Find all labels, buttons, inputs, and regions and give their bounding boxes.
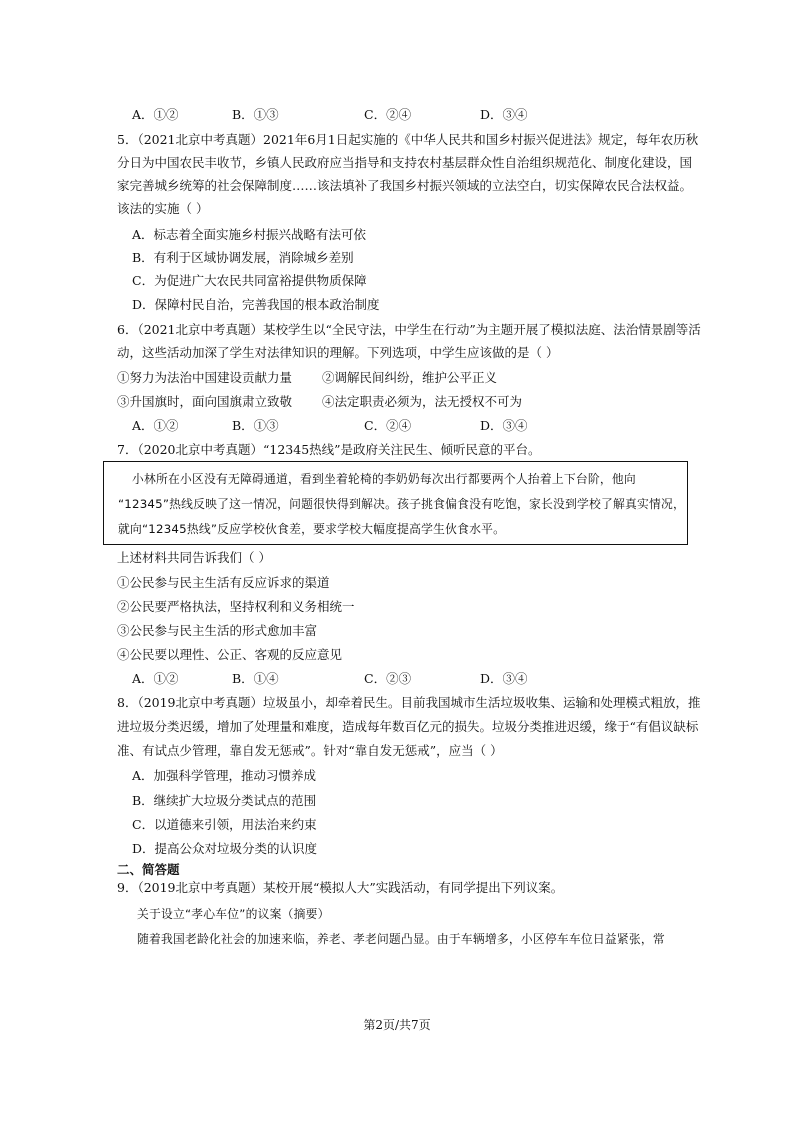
q6-stem-line-2: 动，这些活动加深了学生对法律知识的理解。下列选项，中学生应该做的是（ ） [117,345,559,360]
q8-option-c[interactable]: C．以道德来引领，用法治来约束 [132,817,317,832]
q7-material-line-2: “12345”热线反映了这一情况，问题很快得到解决。孩子挑食偏食没有吃饱，家长没到学校了解真实情况， [118,497,686,511]
q6-option-b[interactable]: B．①③ [232,418,279,433]
q6-stem-line-1: 6．（2021北京中考真题）某校学生以“全民守法，中学生在行动”为主题开展了模拟法庭、法治情景剧等活 [117,322,701,337]
q6-option-d[interactable]: D．③④ [480,418,528,433]
q8-option-b[interactable]: B．继续扩大垃圾分类试点的范围 [132,793,317,808]
q8-option-a[interactable]: A．加强科学管理，推动习惯养成 [132,768,317,783]
q7-statement-4: ④公民要以理性、公正、客观的反应意见 [117,647,343,662]
q7-statement-1: ①公民参与民主生活有反应诉求的渠道 [117,575,330,590]
q5-stem-line-3: 家完善城乡统筹的社会保障制度……该法填补了我国乡村振兴领域的立法空白，切实保障农民合法权益。 [117,178,693,193]
q5-option-d[interactable]: D．保障村民自治，完善我国的根本政治制度 [132,297,380,312]
q9-proposal-title: 关于设立“孝心车位”的议案（摘要） [137,907,330,921]
q7-option-b[interactable]: B．①④ [232,671,279,686]
q6-statement-3: ③升国旗时，面向国旗肃立致敬 [117,394,293,409]
q6-statement-1: ①努力为法治中国建设贡献力量 [117,370,293,385]
q5-stem-line-1: 5．（2021北京中考真题）2021年6月1日起实施的《中华人民共和国乡村振兴促进法》规定，每年农历秋 [117,132,699,147]
q6-statements-row-2 [117,394,523,410]
q5-stem-line-4: 该法的实施（ ） [117,201,209,216]
q6-option-a[interactable]: A．①② [132,418,179,433]
q8-option-d[interactable]: D．提高公众对垃圾分类的认识度 [132,841,318,856]
section-title-short-answer: 二、简答题 [117,862,180,877]
q7-question: 上述材料共同告诉我们（ ） [117,550,271,565]
q7-material-line-3: 就向“12345热线”反应学校伙食差，要求学校大幅度提高学生伙食水平。 [118,522,506,536]
q8-stem-line-2: 进垃圾分类迟缓，增加了处理量和难度，造成每年数百亿元的损失。垃圾分类推进迟缓，缘于“有倡议缺标 [117,719,699,734]
q6-statement-2: ②调解民间纠纷，维护公平正义 [322,370,498,385]
q7-statement-3: ③公民参与民主生活的形式愈加丰富 [117,623,318,638]
q6-statement-4: ④法定职责必须为，法无授权不可为 [322,394,523,409]
q7-statement-2: ②公民要严格执法，坚持权利和义务相统一 [117,599,355,614]
q7-material-line-1: 小林所在小区没有无障碍通道，看到坐着轮椅的李奶奶每次出行都要两个人抬着上下台阶，他向 [132,472,636,486]
q8-stem-line-3: 准、有试点少管理，靠自发无惩戒”。针对“靠自发无惩戒”，应当（ ） [117,743,503,758]
q7-option-d[interactable]: D．③④ [480,671,528,686]
q4-option-b[interactable]: B．①③ [232,107,279,122]
q4-option-c[interactable]: C．②④ [364,107,412,122]
q6-option-c[interactable]: C．②④ [364,418,412,433]
q7-option-c[interactable]: C．②③ [364,671,412,686]
q7-material-box [103,461,688,545]
q5-option-a[interactable]: A．标志着全面实施乡村振兴战略有法可依 [132,227,367,242]
q5-stem-line-2: 分日为中国农民丰收节，乡镇人民政府应当指导和支持农村基层群众性自治组织规范化、制度化建设，国 [117,155,693,170]
q4-option-d[interactable]: D．③④ [480,107,528,122]
q6-statements-row-1 [117,370,498,386]
q5-option-b[interactable]: B．有利于区域协调发展，消除城乡差别 [132,250,354,265]
q7-stem: 7．（2020北京中考真题）“12345热线”是政府关注民生、倾听民意的平台。 [117,442,541,457]
q8-stem-line-1: 8．（2019北京中考真题）垃圾虽小，却牵着民生。目前我国城市生活垃圾收集、运输和处理模式粗放，推 [117,695,701,710]
q9-stem: 9．（2019北京中考真题）某校开展“模拟人大”实践活动，有同学提出下列议案。 [117,880,564,895]
q5-option-c[interactable]: C．为促进广大农民共同富裕提供物质保障 [132,273,367,288]
q9-proposal-text: 随着我国老龄化社会的加速来临，养老、孝老问题凸显。由于车辆增多，小区停车车位日益紧张，常 [137,932,665,946]
page-number: 第2页/共7页 [363,1018,431,1032]
q7-option-a[interactable]: A．①② [132,671,179,686]
q4-option-a[interactable]: A．①② [132,107,179,122]
